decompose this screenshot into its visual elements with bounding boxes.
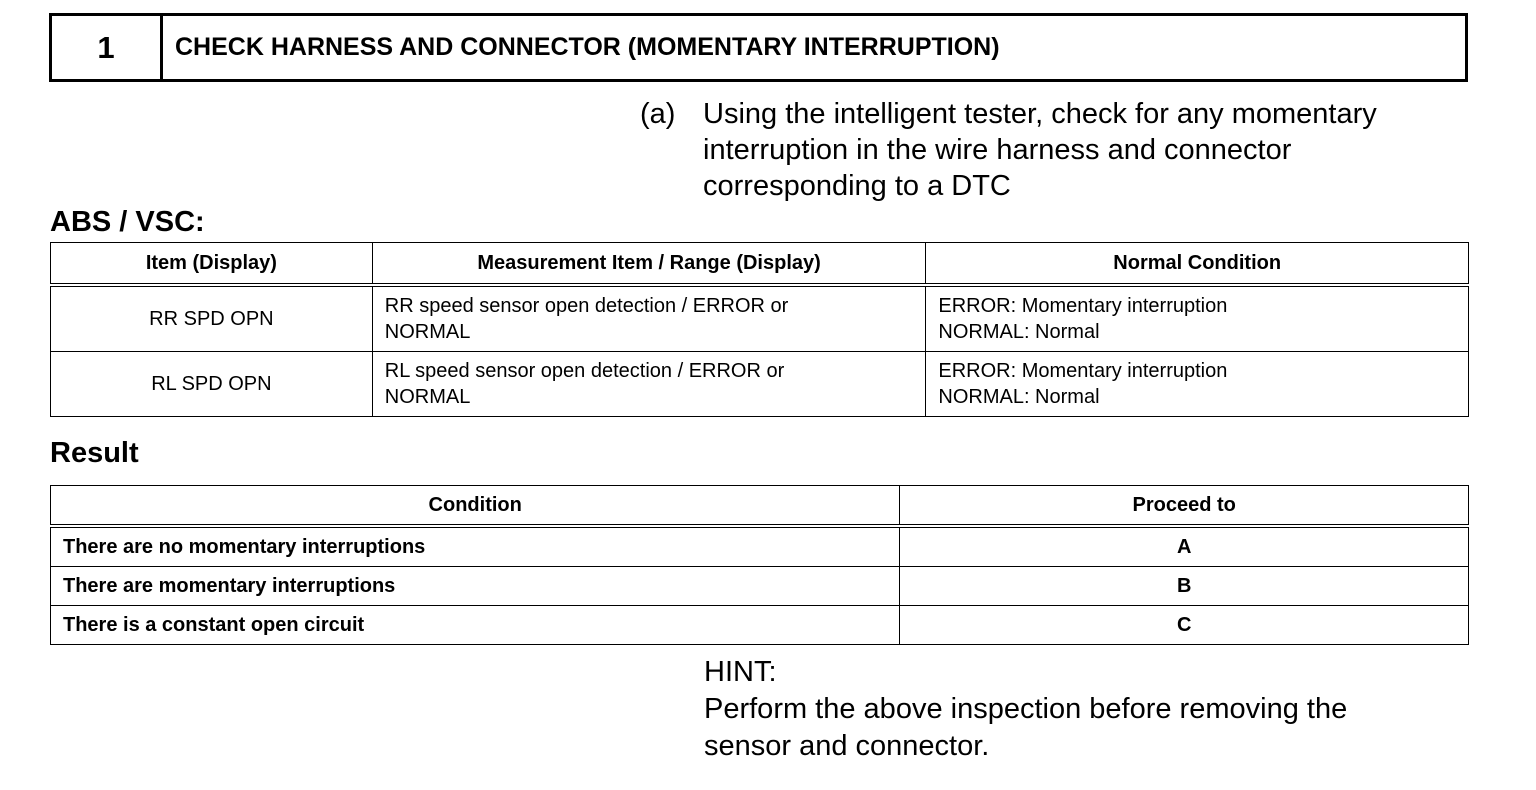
normal-line: NORMAL: Normal [938, 321, 1100, 343]
condition-cell: There is a constant open circuit [51, 606, 900, 645]
instruction-marker: (a) [640, 98, 676, 130]
column-header-condition: Condition [51, 486, 900, 527]
table-header-row [51, 486, 1469, 527]
table-row [51, 567, 1469, 606]
range-cell [372, 285, 926, 352]
instruction-line: Using the intelligent tester, check for any momentary [703, 98, 1377, 130]
normal-condition-cell [926, 352, 1469, 417]
normal-line: NORMAL: Normal [938, 386, 1100, 408]
column-header-range: Measurement Item / Range (Display) [372, 243, 926, 286]
result-table [50, 485, 1469, 645]
condition-cell: There are no momentary interruptions [51, 526, 900, 567]
normal-condition-cell [926, 285, 1469, 352]
proceed-cell: B [900, 567, 1469, 606]
step-number: 1 [52, 16, 163, 79]
step-title: CHECK HARNESS AND CONNECTOR (MOMENTARY INTERRUPTION) [175, 33, 1000, 61]
condition-cell: There are momentary interruptions [51, 567, 900, 606]
hint-block [704, 654, 1464, 765]
abs-vsc-table [50, 242, 1469, 417]
column-header-proceed: Proceed to [900, 486, 1469, 527]
instruction-text [703, 96, 1440, 204]
table-row [51, 526, 1469, 567]
table-row [51, 606, 1469, 645]
table-row [51, 285, 1469, 352]
range-cell [372, 352, 926, 417]
instruction-block [640, 96, 1440, 204]
range-line: NORMAL [384, 386, 471, 408]
table-row [51, 352, 1469, 417]
proceed-cell: C [900, 606, 1469, 645]
range-line: RR speed sensor open detection / ERROR or [384, 295, 789, 317]
proceed-cell: A [900, 526, 1469, 567]
item-cell: RR SPD OPN [51, 285, 373, 352]
normal-line: ERROR: Momentary interruption [938, 360, 1228, 382]
column-header-normal: Normal Condition [926, 243, 1469, 286]
hint-line: sensor and connector. [704, 730, 990, 762]
instruction-line: interruption in the wire harness and connector [703, 134, 1292, 166]
column-header-item: Item (Display) [51, 243, 373, 286]
instruction-line: corresponding to a DTC [703, 170, 1011, 202]
step-header [49, 13, 1468, 82]
normal-line: ERROR: Momentary interruption [938, 295, 1228, 317]
item-cell: RL SPD OPN [51, 352, 373, 417]
abs-vsc-heading: ABS / VSC: [50, 206, 205, 238]
result-heading: Result [50, 437, 139, 469]
hint-line: Perform the above inspection before removing the [704, 693, 1348, 725]
range-line: RL speed sensor open detection / ERROR or [384, 360, 785, 382]
hint-label: HINT: [704, 656, 777, 688]
table-header-row [51, 243, 1469, 286]
range-line: NORMAL [384, 321, 471, 343]
